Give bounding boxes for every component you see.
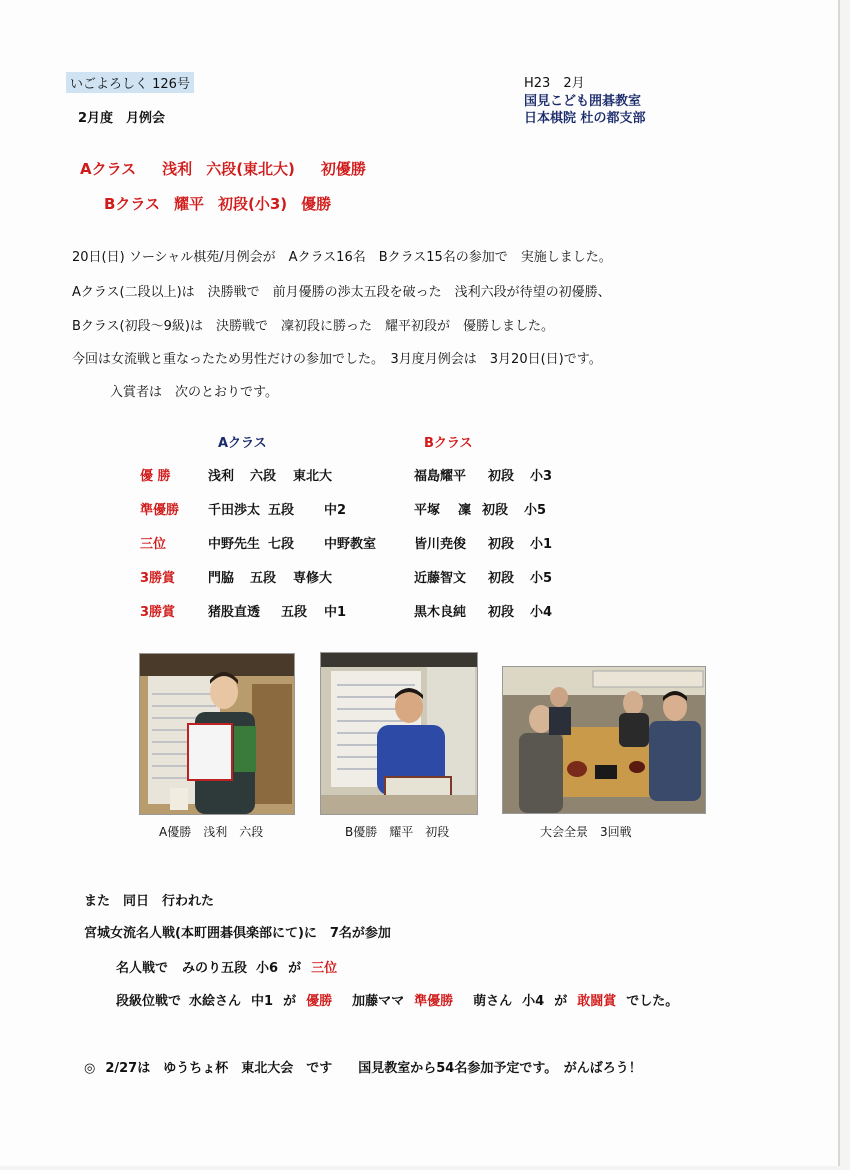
photo-caption-1: A優勝 浅利 六段 [159, 825, 264, 839]
a-rank: 七段 [268, 537, 295, 552]
headline-a-name: 浅利 [162, 160, 193, 178]
dankyu-line [116, 990, 678, 1009]
also-intro: また 同日 行われた [84, 894, 215, 909]
a-name: 浅利 [208, 469, 235, 484]
b-affiliation: 小5 [530, 571, 553, 586]
b-name: 皆川尭俊 [414, 537, 467, 552]
b-given-name: 凜 [458, 503, 472, 518]
photo-b-winner-image [321, 653, 477, 814]
meijin-label: 名人戦で [116, 961, 169, 976]
issue-date: H23 2月 [524, 76, 585, 91]
b-affiliation: 小5 [524, 503, 547, 518]
headline-a-class: Aクラス [80, 160, 137, 178]
headline-a [80, 158, 366, 179]
also-event: 宮城女流名人戦(本町囲碁倶楽部にて)に 7名が参加 [84, 926, 391, 941]
b-affiliation: 小3 [530, 469, 553, 484]
photo-caption-3: 大会全景 3回戦 [540, 825, 632, 839]
a-name: 門脇 [208, 571, 235, 586]
meijin-grade: 小6 [256, 961, 279, 976]
headline-b [104, 193, 331, 214]
dankyu-player-2: 加藤ママ [352, 994, 405, 1009]
dankyu-ga-3: が [554, 994, 568, 1009]
rank-label: 三位 [140, 537, 167, 552]
newsletter-tag: いごよろしく 126号 [66, 72, 194, 93]
col-b-header: Bクラス [424, 436, 473, 451]
meijin-result: 三位 [311, 961, 338, 976]
a-affiliation: 東北大 [293, 469, 333, 484]
photo-a-winner-image [140, 654, 294, 814]
rank-label: 3勝賞 [140, 571, 176, 586]
b-name: 福島耀平 [414, 469, 467, 484]
a-name: 千田渉太 [208, 503, 261, 518]
headline-a-result: 初優勝 [320, 160, 366, 178]
b-rank: 初段 [488, 571, 515, 586]
photo-tournament-image [503, 667, 705, 813]
photo-a-winner [139, 653, 295, 815]
a-affiliation: 中2 [324, 503, 347, 518]
dankyu-result-2: 準優勝 [414, 994, 454, 1009]
body-line-4: 今回は女流戦と重なったため男性だけの参加でした。 3月度月例会は 3月20日(日)です。 [72, 352, 602, 367]
headline-b-result: 優勝 [301, 195, 332, 213]
b-name: 平塚 [414, 503, 441, 518]
rank-label: 優 勝 [140, 469, 171, 484]
a-affiliation: 専修大 [293, 571, 333, 586]
a-rank: 六段 [250, 469, 277, 484]
org-line-1: 国見こども囲碁教室 [524, 94, 642, 109]
photo-tournament-scene [502, 666, 706, 814]
body-line-2: Aクラス(二段以上)は 決勝戦で 前月優勝の渉太五段を破った 浅利六段が待望の初優勝、 [72, 285, 611, 300]
org-line-2: 日本棋院 杜の都支部 [524, 111, 646, 126]
headline-b-name: 耀平 [173, 195, 204, 213]
dankyu-ga-1: が [283, 994, 297, 1009]
dankyu-player-3: 萌さん [473, 994, 513, 1009]
notice-line [84, 1057, 642, 1076]
b-affiliation: 小4 [530, 605, 553, 620]
b-rank: 初段 [488, 537, 515, 552]
dankyu-label: 段級位戦で [116, 994, 182, 1009]
b-rank: 初段 [482, 503, 509, 518]
a-name: 中野先生 [208, 537, 261, 552]
meijin-player: みのり五段 [182, 961, 248, 976]
b-rank: 初段 [488, 469, 515, 484]
headline-b-class: Bクラス [104, 195, 160, 213]
body-line-3: Bクラス(初段～9級)は 決勝戦で 凜初段に勝った 耀平初段が 優勝しました。 [72, 319, 554, 334]
dankyu-result-3: 敢闘賞 [577, 994, 617, 1009]
b-name: 黒木良純 [414, 605, 467, 620]
dankyu-grade-1: 中1 [251, 994, 274, 1009]
a-name: 猪股直透 [208, 605, 261, 620]
headline-a-rank: 六段(東北大) [206, 160, 295, 178]
photo-caption-2: B優勝 耀平 初段 [345, 825, 450, 839]
rank-label: 3勝賞 [140, 605, 176, 620]
b-rank: 初段 [488, 605, 515, 620]
a-rank: 五段 [281, 605, 308, 620]
dankyu-ending: でした。 [626, 994, 679, 1009]
dankyu-result-1: 優勝 [306, 994, 333, 1009]
meijin-line [116, 957, 337, 976]
body-line-1: 20日(日) ソーシャル棋苑/月例会が Aクラス16名 Bクラス15名の参加で 実施しました。 [72, 250, 612, 265]
notice-mark: ◎ [84, 1061, 96, 1076]
month-title: 2月度 月例会 [78, 111, 166, 126]
a-affiliation: 中1 [324, 605, 347, 620]
dankyu-player-1: 水絵さん [189, 994, 242, 1009]
a-affiliation: 中野教室 [324, 537, 377, 552]
col-a-header: Aクラス [218, 436, 267, 451]
b-affiliation: 小1 [530, 537, 553, 552]
headline-b-rank: 初段(小3) [218, 195, 288, 213]
notice-text: 2/27は ゆうちょ杯 東北大会 です 国見教室から54名参加予定です。 がんばろう！ [105, 1061, 642, 1076]
a-rank: 五段 [268, 503, 295, 518]
rank-label: 準優勝 [140, 503, 180, 518]
dankyu-grade-3: 小4 [522, 994, 545, 1009]
photo-b-winner [320, 652, 478, 815]
b-name: 近藤智文 [414, 571, 467, 586]
a-rank: 五段 [250, 571, 277, 586]
meijin-ga: が [288, 961, 302, 976]
body-line-5: 入賞者は 次のとおりです。 [110, 385, 278, 400]
